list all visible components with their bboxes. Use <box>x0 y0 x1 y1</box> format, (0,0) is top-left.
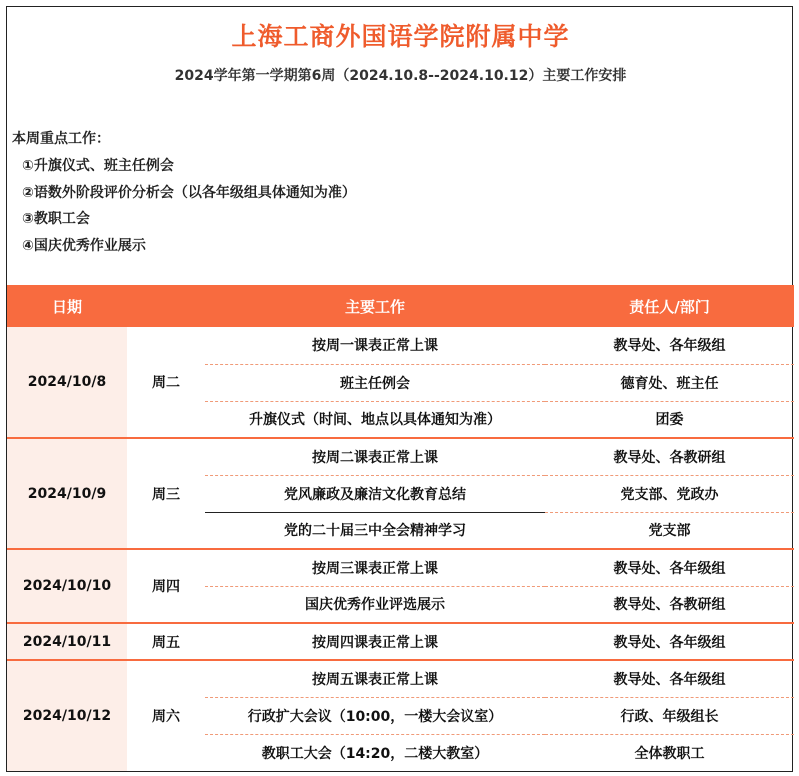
owner-cell: 行政、年级组长 <box>545 697 794 734</box>
work-cell: 党风廉政及廉洁文化教育总结 <box>205 475 545 512</box>
work-cell: 党的二十届三中全会精神学习 <box>205 512 545 549</box>
work-cell: 按周五课表正常上课 <box>205 660 545 697</box>
date-cell: 2024/10/9 <box>7 438 127 549</box>
header-work: 主要工作 <box>205 285 545 327</box>
table-row <box>7 623 794 660</box>
weekday-cell: 周四 <box>127 549 205 623</box>
owner-cell: 团委 <box>545 401 794 438</box>
focus-list <box>22 153 356 259</box>
work-cell: 班主任例会 <box>205 364 545 401</box>
header-owner: 责任人/部门 <box>545 285 794 327</box>
owner-cell: 教导处、各年级组 <box>545 549 794 586</box>
table-row <box>7 549 794 586</box>
weekday-cell: 周五 <box>127 623 205 660</box>
owner-cell: 教导处、各教研组 <box>545 586 794 623</box>
owner-cell: 教导处、各年级组 <box>545 660 794 697</box>
owner-cell: 教导处、各年级组 <box>545 327 794 364</box>
focus-heading: 本周重点工作： <box>12 131 110 147</box>
work-cell: 按周一课表正常上课 <box>205 327 545 364</box>
table-row <box>7 327 794 364</box>
owner-cell: 全体教职工 <box>634 745 705 762</box>
page-subtitle: 2024学年第一学期第6周（2024.10.8--2024.10.12）主要工作安排 <box>174 68 627 84</box>
work-cell: 按周二课表正常上课 <box>205 438 545 475</box>
focus-item: ①升旗仪式、班主任例会 <box>22 158 174 174</box>
table-header-row <box>7 285 794 327</box>
owner-cell: 教导处、各年级组 <box>545 623 794 660</box>
date-cell: 2024/10/11 <box>7 623 127 660</box>
schedule-table <box>7 285 794 771</box>
work-cell: 行政扩大会议（10:00，一楼大会议室） <box>205 697 545 734</box>
date-cell: 2024/10/10 <box>7 549 127 623</box>
schedule-sheet <box>6 6 793 772</box>
work-cell: 按周三课表正常上课 <box>205 549 545 586</box>
page-title: 上海工商外国语学院附属中学 <box>231 22 570 51</box>
weekday-cell: 周三 <box>127 438 205 549</box>
work-cell: 教职工大会（14:20，二楼大教室） <box>261 745 489 762</box>
owner-cell: 党支部、党政办 <box>545 475 794 512</box>
work-cell: 升旗仪式（时间、地点以具体通知为准） <box>205 401 545 438</box>
owner-cell: 德育处、班主任 <box>545 364 794 401</box>
date-cell: 2024/10/12 <box>7 660 127 771</box>
header-date: 日期 <box>7 285 127 327</box>
focus-item: ③教职工会 <box>22 211 90 227</box>
work-cell: 国庆优秀作业评选展示 <box>205 586 545 623</box>
focus-item: ④国庆优秀作业展示 <box>22 237 146 254</box>
weekday-cell: 周二 <box>127 327 205 438</box>
table-row <box>7 438 794 475</box>
weekday-cell: 周六 <box>127 660 205 771</box>
owner-cell: 教导处、各教研组 <box>545 438 794 475</box>
focus-item: ②语数外阶段评价分析会（以各年级组具体通知为准） <box>22 184 356 201</box>
table-row <box>7 660 794 697</box>
work-cell: 按周四课表正常上课 <box>205 623 545 660</box>
owner-cell: 党支部 <box>545 512 794 549</box>
date-cell: 2024/10/8 <box>7 327 127 438</box>
